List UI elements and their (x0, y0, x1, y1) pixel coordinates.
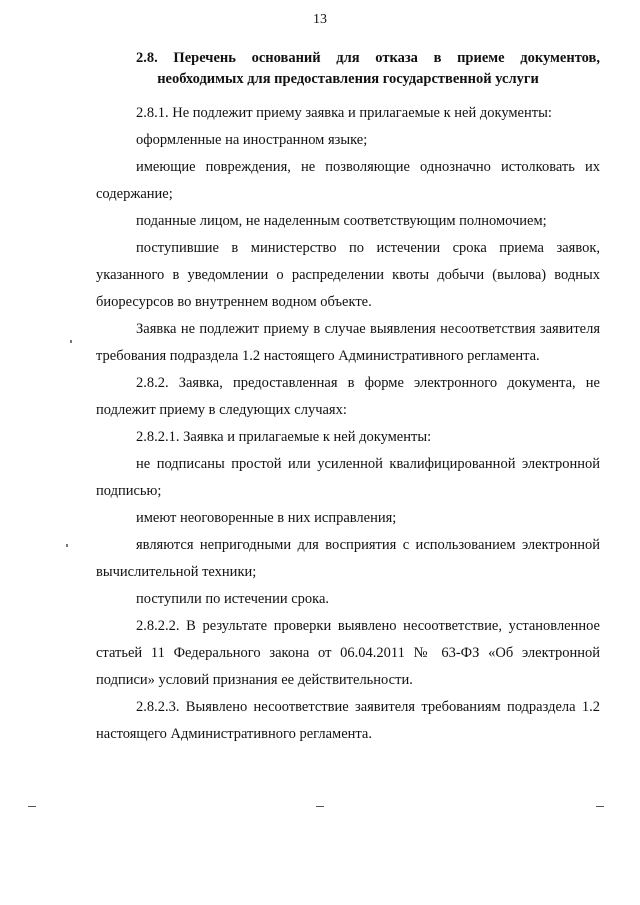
list-item-unreadable: являются непригодными для восприятия с использованием электронной вычислительной техники; (96, 537, 600, 580)
paragraph-2-8-2-1: 2.8.2.1. Заявка и прилагаемые к ней документы: (136, 429, 432, 445)
document-body (96, 48, 600, 748)
list-item-late-submission: поступившие в министерство по истечении срока приема заявок, указанного в уведомлении о распределении квоты добычи (вылова) водных биоресурсов во внутреннем водном объекте. (96, 240, 600, 310)
list-item-damaged: имеющие повреждения, не позволяющие однозначно истолковать их содержание; (96, 159, 600, 202)
page-number: 13 (313, 12, 327, 27)
list-item-unauthorized: поданные лицом, не наделенным соответствующим полномочием; (136, 213, 547, 229)
paragraph-2-8-2-3: 2.8.2.3. Выявлено несоответствие заявителя требованиям подраздела 1.2 настоящего Административного регламента. (96, 699, 600, 742)
list-item-foreign-language: оформленные на иностранном языке; (136, 132, 368, 148)
scan-mark (28, 806, 36, 807)
list-item-corrections: имеют неоговоренные в них исправления; (136, 510, 397, 526)
scan-speck (66, 544, 68, 547)
section-heading: 2.8. Перечень оснований для отказа в приеме документов, необходимых для предоставления государственной услуги (136, 50, 600, 87)
paragraph-2-8-2-2: 2.8.2.2. В результате проверки выявлено несоответствие, установленное статьей 11 Федерального закона от 06.04.2011 № 63-ФЗ «Об электронной подписи» условий признания ее действительности. (96, 618, 600, 688)
paragraph-mismatch: Заявка не подлежит приему в случае выявления несоответствия заявителя требования подраздела 1.2 настоящего Административного регламента. (96, 321, 600, 364)
scan-mark (316, 806, 324, 807)
scan-speck (70, 340, 72, 343)
paragraph-2-8-2: 2.8.2. Заявка, предоставленная в форме электронного документа, не подлежит приему в следующих случаях: (96, 375, 600, 418)
list-item-expired: поступили по истечении срока. (136, 591, 330, 607)
scan-mark (596, 806, 604, 807)
list-item-unsigned: не подписаны простой или усиленной квалифицированной электронной подписью; (96, 456, 600, 499)
paragraph-2-8-1: 2.8.1. Не подлежит приему заявка и прилагаемые к ней документы: (136, 105, 552, 121)
